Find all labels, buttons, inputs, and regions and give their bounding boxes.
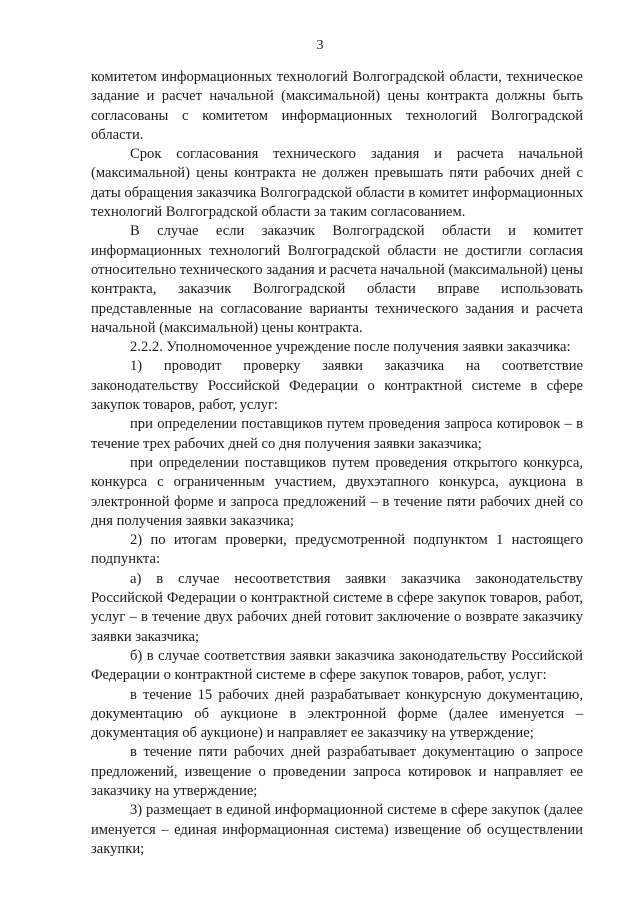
paragraph-6: при определении поставщиков путем проведения запроса котировок – в течение трех рабочих дней со дня получения заявки заказчика; xyxy=(91,416,583,452)
paragraph-7: при определении поставщиков путем проведения открытого конкурса, конкурса с ограниченным участием, двухэтапного конкурса, аукциона в электронной форме и запроса предложений – в течение пяти рабочих дней со дня получения заявки заказчика; xyxy=(91,454,583,529)
paragraph-2: Срок согласования технического задания и расчета начальной (максимальной) цены контракта не должен превышать пяти рабочих дней с даты обращения заказчика Волгоградской области в комитет информационных технологий Волгоградской области за таким согласованием. xyxy=(91,146,583,221)
paragraph-1: комитетом информационных технологий Волгоградской области, техническое задание и расчет начальной (максимальной) цены контракта должны быть согласованы с комитетом информационных технологий Волгоградской области. xyxy=(91,69,583,143)
paragraph-11: в течение 15 рабочих дней разрабатывает конкурсную документацию, документацию об аукционе в электронной форме (далее именуется – документация об аукционе) и направляет ее заказчику на утверждение; xyxy=(91,686,583,742)
paragraph-8: 2) по итогам проверки, предусмотренной подпунктом 1 настоящего подпункта: xyxy=(91,532,583,568)
paragraph-12: в течение пяти рабочих дней разрабатывает документацию о запросе предложений, извещение о проведении запроса котировок и направляет ее заказчику на утверждение; xyxy=(91,744,583,799)
page-number: 3 xyxy=(316,38,324,53)
paragraph-9: а) в случае несоответствия заявки заказчика законодательству Российской Федерации о контрактной системе в сфере закупок товаров, работ, услуг – в течение двух рабочих дней готовит заключение о возврате заказчику заявки заказчика; xyxy=(91,570,583,645)
paragraph-3: В случае если заказчик Волгоградской области и комитет информационных технологий Волгоградской области не достигли согласия относительно технического задания и расчета начальной (максимальной) цены контракта, заказчик Волгоградской области вправе использовать представленные на согласование варианты технического задания и расчета начальной (максимальной) цены контракта. xyxy=(91,223,583,336)
document-body xyxy=(91,68,583,859)
paragraph-10: б) в случае соответствия заявки заказчика законодательству Российской Федерации о контрактной системе в сфере закупок товаров, работ, услуг: xyxy=(91,647,583,684)
paragraph-13: 3) размещает в единой информационной системе в сфере закупок (далее именуется – единая информационная система) извещение об осуществлении закупки; xyxy=(91,802,583,857)
paragraph-4: 2.2.2. Уполномоченное учреждение после получения заявки заказчика: xyxy=(130,339,571,356)
paragraph-5: 1) проводит проверку заявки заказчика на соответствие законодательству Российской Федерации о контрактной системе в сфере закупок товаров, работ, услуг: xyxy=(91,358,583,414)
